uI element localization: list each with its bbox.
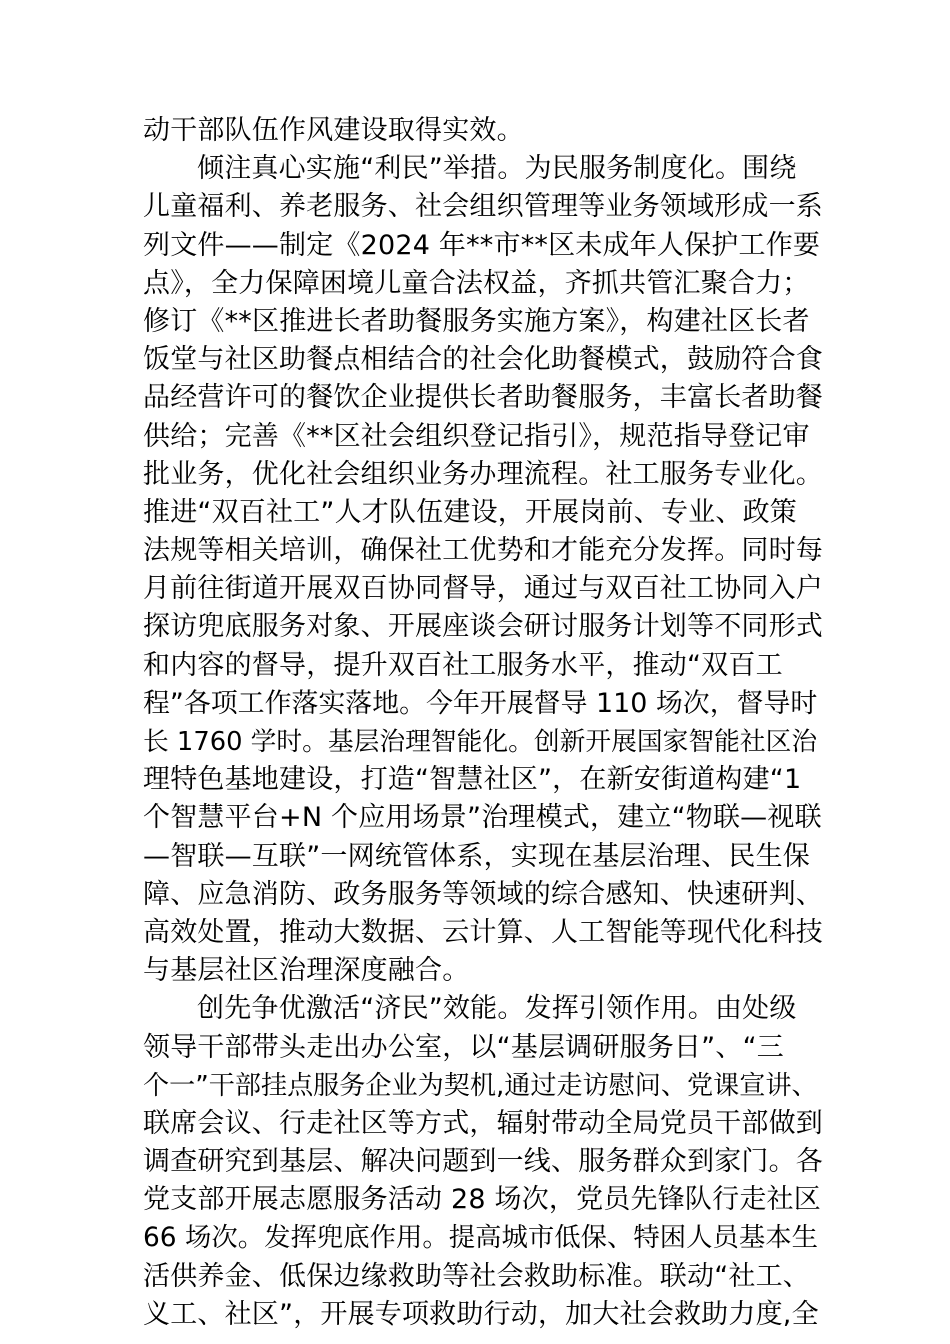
text-line: 品经营许可的餐饮企业提供长者助餐服务，丰富长者助餐 xyxy=(143,382,823,414)
text-line: 程”各项工作落实落地。今年开展督导 110 场次，督导时 xyxy=(143,687,818,719)
text-line: 活供养金、低保边缘救助等社会救助标准。联动“社工、 xyxy=(143,1260,810,1292)
text-line: 和内容的督导，提升双百社工服务水平，推动“双百工 xyxy=(143,649,783,681)
text-line: 探访兜底服务对象、开展座谈会研讨服务计划等不同形式 xyxy=(143,611,823,643)
text-line: 动干部队伍作风建设取得实效。 xyxy=(143,115,524,146)
paragraph-start-line: 创先争优激活“济民”效能。发挥引领作用。由处级 xyxy=(197,993,797,1025)
text-line: 供给；完善《**区社会组织登记指引》，规范指导登记审 xyxy=(143,420,810,452)
text-line: 个一”干部挂点服务企业为契机,通过走访慰问、党课宣讲、 xyxy=(143,1070,818,1101)
text-line: 障、应急消防、政务服务等领域的综合感知、快速研判、 xyxy=(143,878,823,910)
text-line: 理特色基地建设，打造“智慧社区”，在新安街道构建“1 xyxy=(143,764,802,796)
text-line: 推进“双百社工”人才队伍建设，开展岗前、专业、政策 xyxy=(143,496,797,528)
text-line: 修订《**区推进长者助餐服务实施方案》，构建社区长者 xyxy=(143,305,810,337)
text-line: 列文件——制定《2024 年**市**区未成年人保护工作要 xyxy=(143,229,821,261)
text-line: 联席会议、行走社区等方式，辐射带动全局党员干部做到 xyxy=(143,1107,823,1139)
text-line: 饭堂与社区助餐点相结合的社会化助餐模式，鼓励符合食 xyxy=(143,344,823,376)
text-line: 儿童福利、养老服务、社会组织管理等业务领域形成一系 xyxy=(143,191,823,223)
text-line: 月前往街道开展双百协同督导，通过与双百社工协同入户 xyxy=(143,573,823,605)
text-line: 长 1760 学时。基层治理智能化。创新开展国家智能社区治 xyxy=(143,727,818,757)
text-line: 领导干部带头走出办公室，以“基层调研服务日”、“三 xyxy=(143,1031,784,1063)
text-line: 调查研究到基层、解决问题到一线、服务群众到家门。各 xyxy=(143,1146,823,1178)
text-line: 党支部开展志愿服务活动 28 场次，党员先锋队行走社区 xyxy=(143,1184,821,1216)
text-line: 义工、社区”，开展专项救助行动，加大社会救助力度,全 xyxy=(143,1298,819,1330)
text-line: 与基层社区治理深度融合。 xyxy=(143,955,470,987)
text-line: 个智慧平台+N 个应用场景”治理模式，建立“物联—视联 xyxy=(143,802,822,834)
text-line: 批业务，优化社会组织业务办理流程。社工服务专业化。 xyxy=(143,458,823,490)
text-line: 点》，全力保障困境儿童合法权益，齐抓共管汇聚合力； xyxy=(143,267,810,299)
text-line: 66 场次。发挥兜底作用。提高城市低保、特困人员基本生 xyxy=(143,1223,818,1254)
body-text xyxy=(143,112,823,1334)
text-line: —智联—互联”一网统管体系，实现在基层治理、民生保 xyxy=(143,840,810,872)
text-line: 法规等相关培训，确保社工优势和才能充分发挥。同时每 xyxy=(143,535,823,567)
text-line: 高效处置，推动大数据、云计算、人工智能等现代化科技 xyxy=(143,916,823,948)
paragraph-start-line: 倾注真心实施“利民”举措。为民服务制度化。围绕 xyxy=(197,153,797,185)
